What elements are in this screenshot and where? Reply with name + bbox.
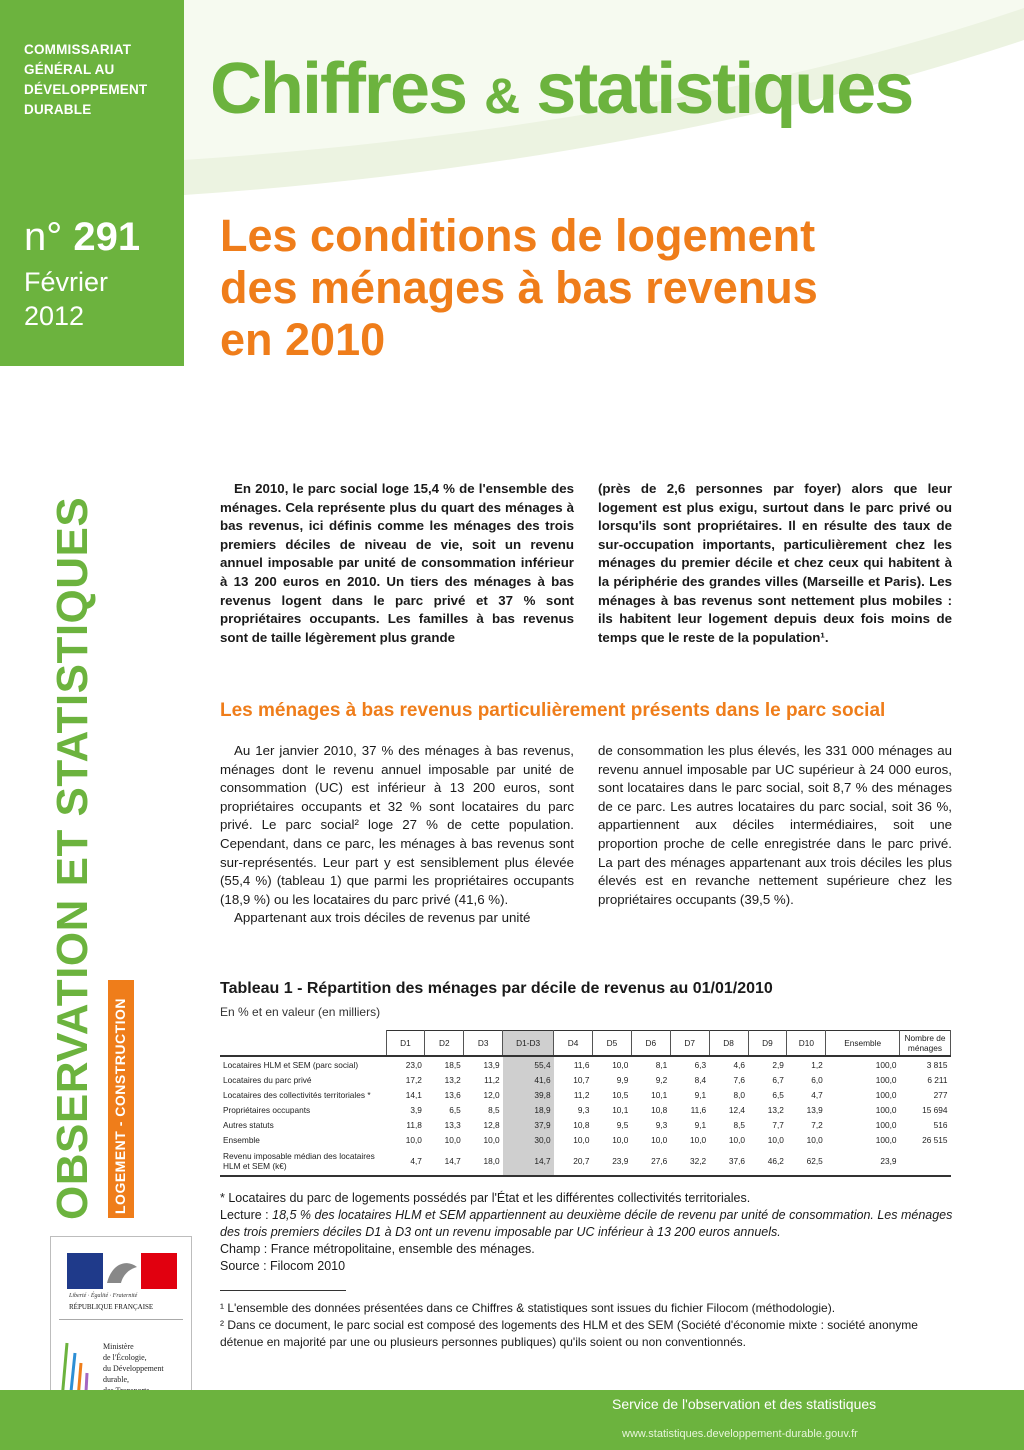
table-cell: 15 694 <box>922 1104 948 1115</box>
table-cell: 13,9 <box>806 1104 823 1115</box>
issue-number <box>24 215 140 259</box>
republique-label: RÉPUBLIQUE FRANÇAISE <box>69 1303 154 1311</box>
table-header-cell: D2 <box>425 1031 464 1057</box>
table-cell: 10,0 <box>728 1134 746 1145</box>
table-row-label: Locataires du parc privé <box>223 1074 312 1085</box>
table-cell: 37,9 <box>503 1117 554 1132</box>
table-cell: 10,0 <box>483 1134 500 1145</box>
table-header-cell: D6 <box>631 1031 670 1057</box>
table-cell: 4,6 <box>733 1059 746 1070</box>
vertical-subtitle: LOGEMENT - CONSTRUCTION <box>112 997 128 1214</box>
table-cell: 10,8 <box>651 1104 668 1115</box>
title-line: en 2010 <box>220 314 386 365</box>
logo-divider <box>59 1319 183 1320</box>
table-cell: 13,6 <box>444 1089 461 1100</box>
table-cell: 18,0 <box>483 1156 500 1166</box>
footnote-2: ² Dans ce document, le parc social est composé des logements des HLM et des SEM (Société d'économie mixte : société anonyme détenue en majorité par une ou plusieurs personnes publiques) qu'ils soient ou non conventionnés. <box>220 1318 918 1349</box>
table-cell: 13,2 <box>767 1104 784 1115</box>
ministry-line: du Développement <box>103 1364 164 1373</box>
table-cell: 18,9 <box>503 1102 554 1117</box>
table-cell: 4,7 <box>811 1089 823 1100</box>
footer-url-link[interactable]: www.statistiques.developpement-durable.gouv.fr <box>622 1428 858 1440</box>
table-cell: 10,0 <box>806 1134 823 1145</box>
lecture-label: Lecture : <box>220 1208 269 1222</box>
table-header-row <box>220 1031 951 1057</box>
org-line: COMMISSARIAT <box>24 42 132 57</box>
table-cell: 30,0 <box>503 1132 554 1147</box>
table-cell: 516 <box>933 1119 948 1130</box>
body-paragraph: Appartenant aux trois déciles de revenus par unité <box>234 910 531 926</box>
ministry-line: de l'Écologie, <box>103 1353 147 1362</box>
body-paragraph: Au 1er janvier 2010, 37 % des ménages à bas revenus, ménages dont le revenu annuel imposable par unité de consommation (UC) est inférieur à 13 200 euros, sont propriétaires occupants et 32 % sont locataires du parc privé. Le parc social² loge 27 % de cette population. Cependant, dans ce parc, les ménages à bas revenus sont sur-représentés. Leur part y est sensiblement plus élevée (55,4 %) (tableau 1) que parmi les propriétaires occupants (18,9 %) ou les locataires du parc privé (41,6 %). <box>220 743 574 907</box>
table-header-cell: D9 <box>748 1031 787 1057</box>
table-row-label: Revenu imposable médian des locataires HLM et SEM (k€) <box>223 1151 375 1171</box>
vertical-section-title: OBSERVATION ET STATISTIQUES <box>48 496 97 1220</box>
publication-brand <box>210 48 912 130</box>
table-cell: 14,1 <box>405 1089 422 1100</box>
table-cell: 14,7 <box>503 1147 554 1176</box>
brand-ampersand: & <box>484 68 519 124</box>
table-cell: 10,8 <box>573 1119 590 1130</box>
table-cell: 10,7 <box>573 1074 590 1085</box>
table-notes <box>220 1190 955 1275</box>
table-row-label: Locataires des collectivités territoriales * <box>223 1089 371 1100</box>
table-cell: 39,8 <box>503 1087 554 1102</box>
table-header-cell: Nombre de ménages <box>900 1031 951 1057</box>
table-cell: 27,6 <box>651 1156 668 1166</box>
table-cell: 100,0 <box>875 1119 897 1130</box>
table-lecture <box>220 1207 955 1241</box>
table-cell: 9,1 <box>694 1089 707 1100</box>
org-line: DÉVELOPPEMENT <box>24 82 148 97</box>
table-cell: 3 815 <box>926 1059 948 1070</box>
table-cell: 20,7 <box>573 1156 590 1166</box>
footnote-1: ¹ L'ensemble des données présentées dans ce Chiffres & statistiques sont issues du fichier Filocom (méthodologie). <box>220 1301 836 1315</box>
table-cell: 6,7 <box>772 1074 784 1085</box>
table-cell: 6,0 <box>811 1074 823 1085</box>
table-cell: 10,0 <box>573 1134 590 1145</box>
table-cell <box>900 1147 951 1176</box>
table-row-label: Autres statuts <box>223 1119 274 1130</box>
table-cell: 23,9 <box>612 1156 629 1166</box>
table-cell: 8,1 <box>655 1059 668 1070</box>
table-cell: 14,7 <box>444 1156 461 1166</box>
table-header-cell: D4 <box>554 1031 593 1057</box>
table-row <box>220 1087 951 1102</box>
table-cell: 100,0 <box>875 1059 897 1070</box>
table-cell: 6,3 <box>694 1059 707 1070</box>
table-cell: 10,0 <box>612 1134 629 1145</box>
table-cell: 8,0 <box>733 1089 746 1100</box>
table-cell: 11,8 <box>406 1119 422 1130</box>
marianne-logo-icon <box>67 1253 177 1289</box>
table-row-label: Locataires HLM et SEM (parc social) <box>223 1059 359 1070</box>
table-cell: 11,6 <box>690 1104 707 1115</box>
issue-year: 2012 <box>24 301 85 331</box>
footer-service: Service de l'observation et des statistiques <box>612 1396 877 1412</box>
table-cell: 10,0 <box>612 1059 629 1070</box>
table-cell: 6,5 <box>772 1089 784 1100</box>
title-line: des ménages à bas revenus <box>220 262 818 313</box>
table-cell: 13,2 <box>444 1074 461 1085</box>
table-cell: 37,6 <box>728 1156 746 1166</box>
table-cell: 9,2 <box>655 1074 668 1085</box>
body-column-1 <box>220 742 574 928</box>
brand-word-2: statistiques <box>536 49 913 129</box>
table-cell: 10,0 <box>405 1134 422 1145</box>
table-header-cell <box>220 1031 386 1057</box>
data-table <box>220 1030 951 1177</box>
table-cell: 9,9 <box>616 1074 629 1085</box>
table-header-cell: D8 <box>709 1031 748 1057</box>
organization-name <box>24 40 184 120</box>
issue-date <box>24 265 108 333</box>
section-heading: Les ménages à bas revenus particulièrement présents dans le parc social <box>220 700 886 721</box>
table-cell: 100,0 <box>875 1074 897 1085</box>
table-champ: Champ : France métropolitaine, ensemble des ménages. <box>220 1242 535 1256</box>
table-header-cell: D10 <box>787 1031 826 1057</box>
table-cell: 10,5 <box>612 1089 629 1100</box>
table-row <box>220 1147 951 1176</box>
table-cell: 10,0 <box>651 1134 668 1145</box>
table-cell: 9,1 <box>694 1119 707 1130</box>
table-cell: 62,5 <box>806 1156 823 1166</box>
intro-column-1: En 2010, le parc social loge 15,4 % de l'ensemble des ménages. Cela représente plus du quart des ménages à bas revenus, ici définis comme les ménages des trois premiers déciles de niveau de vie, soit un revenu annuel imposable par unité de consommation inférieur à 13 200 euros en 2010. Un tiers des ménages à bas revenus logent dans le parc privé et 37 % sont propriétaires occupants. Les familles à bas revenus sont de taille légèrement plus grande <box>220 481 574 645</box>
table-cell: 13,9 <box>483 1059 500 1070</box>
table-cell: 100,0 <box>875 1134 897 1145</box>
table-header-cell: D7 <box>670 1031 709 1057</box>
footnote-rule <box>220 1290 346 1291</box>
issue-month: Février <box>24 267 109 297</box>
table-title: Tableau 1 - Répartition des ménages par décile de revenus au 01/01/2010 <box>220 980 773 997</box>
table-cell: 7,7 <box>772 1119 784 1130</box>
table-cell: 55,4 <box>503 1056 554 1072</box>
lecture-text: 18,5 % des locataires HLM et SEM appartiennent au deuxième décile de revenu par unité de consommation. Les ménages des trois premiers déciles D1 à D3 ont un revenu imposable par UC inférieur à 13 200 euros annuels. <box>220 1208 953 1239</box>
ministry-line: durable, <box>103 1375 129 1384</box>
table-cell: 10,0 <box>767 1134 784 1145</box>
table-row <box>220 1072 951 1087</box>
table-cell: 2,9 <box>772 1059 784 1070</box>
table-cell: 18,5 <box>444 1059 461 1070</box>
body-column-2: de consommation les plus élevés, les 331 000 ménages au revenu annuel imposable par UC supérieur à 24 000 euros, sont locataires dans le parc social, soit 8,7 % des ménages de ce parc. Les autres locataires du parc social, soit 36 %, appartiennent aux déciles intermédiaires, soit une proportion proche de celle enregistrée dans le parc privé. La part des ménages appartenant aux trois déciles les plus élevés est en revanche nettement supérieure chez les propriétaires occupants (39,5 %). <box>598 743 952 907</box>
table-cell: 12,4 <box>728 1104 746 1115</box>
table-source: Source : Filocom 2010 <box>220 1259 346 1273</box>
table-cell: 10,1 <box>612 1104 629 1115</box>
brand-word-1: Chiffres <box>210 49 467 129</box>
table-cell: 277 <box>933 1089 948 1100</box>
table-cell: 6,5 <box>449 1104 461 1115</box>
table-cell: 9,3 <box>655 1119 668 1130</box>
table-cell: 11,6 <box>573 1059 590 1070</box>
table-cell: 7,6 <box>733 1074 746 1085</box>
table-cell: 11,2 <box>484 1074 500 1085</box>
table-cell: 23,9 <box>880 1156 897 1166</box>
table-units: En % et en valeur (en milliers) <box>220 1005 381 1019</box>
issue-prefix: n° <box>24 215 63 259</box>
table-row <box>220 1102 951 1117</box>
table-row-label: Propriétaires occupants <box>223 1104 311 1115</box>
table-header-cell: D5 <box>592 1031 631 1057</box>
table-cell: 26 515 <box>922 1134 948 1145</box>
org-line: DURABLE <box>24 102 92 117</box>
table-cell: 12,8 <box>483 1119 500 1130</box>
table-cell: 23,0 <box>405 1059 422 1070</box>
table-row <box>220 1056 951 1072</box>
table-cell: 46,2 <box>767 1156 784 1166</box>
document-title <box>220 210 940 366</box>
republique-motto: Liberté · Égalité · Fraternité <box>69 1293 138 1299</box>
table-cell: 41,6 <box>503 1072 554 1087</box>
table-cell: 9,3 <box>577 1104 590 1115</box>
org-line: GÉNÉRAL AU <box>24 62 115 77</box>
intro-column-2: (près de 2,6 personnes par foyer) alors que leur logement est plus exigu, surtout dans le parc privé ou lorsqu'ils sont propriétaires. Il en résulte des taux de sur-occupation importants, particulièrement chez les ménages du premier décile et chez ceux qui habitent à la périphérie des grandes villes (Marseille et Paris). Les ménages à bas revenus sont nettement plus mobiles : ils habitent leur logement depuis deux fois moins de temps que le reste de la population¹. <box>598 481 952 645</box>
table-header-cell: D1-D3 <box>503 1031 554 1057</box>
table-row <box>220 1117 951 1132</box>
table-row-label: Ensemble <box>223 1134 260 1145</box>
table-cell: 32,2 <box>689 1156 707 1166</box>
table-cell: 17,2 <box>405 1074 422 1085</box>
table-header-cell: D1 <box>386 1031 425 1057</box>
table-cell: 13,3 <box>444 1119 461 1130</box>
table-cell: 11,2 <box>573 1089 590 1100</box>
table-cell: 10,0 <box>689 1134 707 1145</box>
table-cell: 8,4 <box>694 1074 707 1085</box>
table-cell: 6 211 <box>927 1074 948 1085</box>
table-cell: 7,2 <box>811 1119 823 1130</box>
table-cell: 100,0 <box>875 1104 897 1115</box>
table-cell: 4,7 <box>410 1156 422 1166</box>
table-cell: 100,0 <box>875 1089 897 1100</box>
table-cell: 8,5 <box>488 1104 500 1115</box>
table-cell: 3,9 <box>410 1104 422 1115</box>
table-cell: 1,2 <box>811 1059 823 1070</box>
table-body <box>220 1056 951 1176</box>
table-header-cell: D3 <box>464 1031 503 1057</box>
table-header-cell: Ensemble <box>826 1031 900 1057</box>
table-row <box>220 1132 951 1147</box>
issue-number-value: 291 <box>73 215 141 259</box>
table-cell: 12,0 <box>483 1089 500 1100</box>
table-cell: 10,1 <box>651 1089 668 1100</box>
ministry-line: Ministère <box>103 1342 134 1351</box>
title-line: Les conditions de logement <box>220 210 816 261</box>
table-cell: 8,5 <box>733 1119 746 1130</box>
table-cell: 9,5 <box>616 1119 629 1130</box>
table-cell: 10,0 <box>444 1134 461 1145</box>
table-note-star: * Locataires du parc de logements possédés par l'État et les différentes collectivités territoriales. <box>220 1191 751 1205</box>
